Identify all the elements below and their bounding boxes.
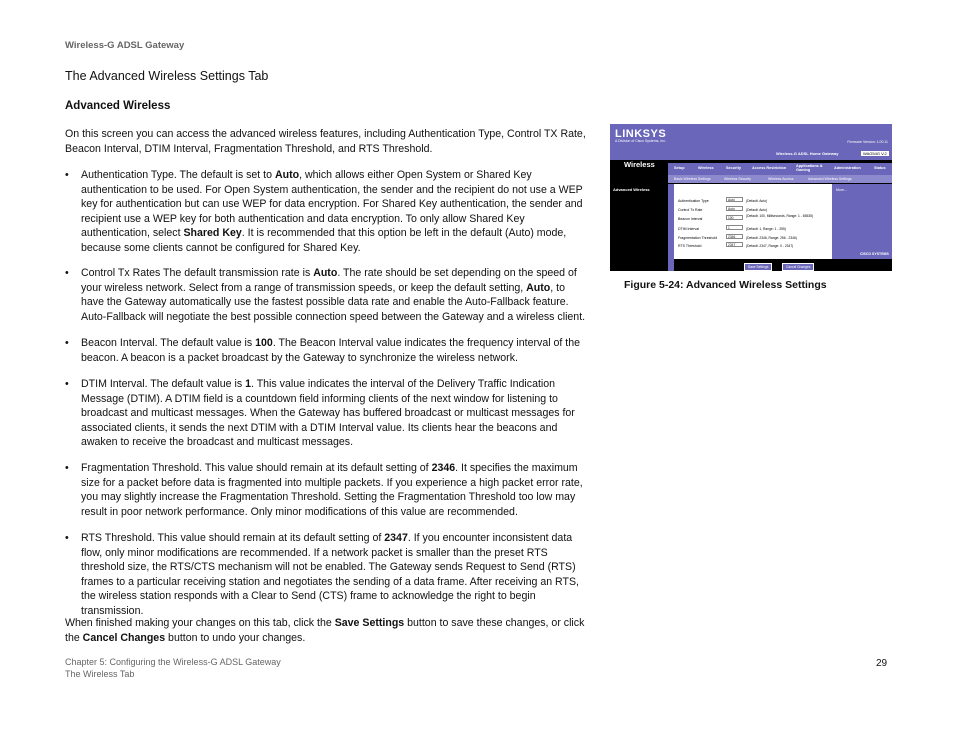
- dtim-interval-input[interactable]: 1: [726, 225, 743, 230]
- footer-section: The Wireless Tab: [65, 669, 135, 679]
- bullet-marker: •: [65, 337, 69, 349]
- model-number: WAG54G V.2: [863, 151, 887, 156]
- firmware-version: Firmware Version: 1.00.11: [847, 140, 888, 144]
- bullet-marker: •: [65, 267, 69, 279]
- intro-paragraph: On this screen you can access the advanced wireless features, including Authentication Type, Control TX Rate, Beacon Interval, DTIM Interval, Fragmentation Threshold, and RTS Threshold.: [65, 128, 586, 155]
- subtab-wireless-security[interactable]: Wireless Security: [724, 177, 752, 181]
- authentication-type-select[interactable]: Auto: [726, 197, 743, 202]
- control-tx-rate-select[interactable]: Auto: [726, 206, 743, 211]
- fragmentation-threshold-input[interactable]: 2346: [726, 234, 743, 239]
- bullet-marker: •: [65, 532, 69, 544]
- subtab-wireless-access[interactable]: Wireless Access: [768, 177, 794, 181]
- row-label: Control Tx Rate: [678, 208, 703, 212]
- bullet-control-tx-rates: • Control Tx Rates The default transmission rate is Auto. The rate should be set depending on the speed of your wireless network. Select from a range of transmission speeds, or keep the default setting, Auto, to have the Gateway automatically use the fastest possible data rate and enable the Auto-Fallback feature. Auto-Fallback will negotiate the best possible connection speed between the Gateway and a wireless client.: [65, 267, 586, 323]
- save-settings-button[interactable]: Save Settings: [744, 263, 772, 271]
- tab-status[interactable]: Status: [874, 166, 886, 170]
- closing-paragraph: When finished making your changes on this tab, click the Save Settings button to save these changes, or click the Cancel Changes button to undo your changes.: [65, 617, 585, 644]
- bullet-marker: •: [65, 169, 69, 181]
- tab-access-restriction[interactable]: Access Restriction: [752, 166, 787, 170]
- beacon-interval-input[interactable]: 100: [726, 215, 743, 220]
- logo-subtitle: A Division of Cisco Systems, Inc.: [615, 139, 666, 143]
- tab-applications-gaming[interactable]: Applications & Gaming: [796, 164, 823, 172]
- section-label: Wireless: [624, 160, 655, 169]
- row-note: (Default: 2347, Range: 0 - 2347): [746, 244, 794, 248]
- product-name: Wireless-G ADSL Home Gateway: [776, 151, 839, 156]
- subtab-advanced-wireless[interactable]: Advanced Wireless Settings: [808, 177, 852, 181]
- rts-threshold-input[interactable]: 2347: [726, 242, 743, 247]
- running-header: Wireless-G ADSL Gateway: [65, 40, 185, 51]
- cancel-changes-button[interactable]: Cancel Changes: [782, 263, 814, 271]
- bullet-beacon-interval: • Beacon Interval. The default value is 100. The Beacon Interval value indicates the frequency interval of the beacon. A beacon is a packet broadcast by the Gateway to synchronize the wireless network.: [65, 337, 581, 364]
- figure-caption: Figure 5-24: Advanced Wireless Settings: [624, 279, 827, 291]
- help-panel: [832, 184, 892, 259]
- bullet-fragmentation-threshold: • Fragmentation Threshold. This value should remain at its default setting of 2346. It specifies the maximum size for a packet before data is fragmented into multiple packets. If you experience a high packet error rate, you may slightly increase the Fragmentation Threshold. Setting the Fragmentation Threshold too low may result in poor network performance. Only minor modifications of this value are recommended.: [65, 462, 583, 518]
- bullet-rts-threshold: • RTS Threshold. This value should remain at its default setting of 2347. If you encounter inconsistent data flow, only minor modifications are recommended. If a network packet is smaller than the preset RTS threshold size, the RTS/CTS mechanism will not be enabled. The Gateway sends Request to Send (RTS) frames to a particular receiving station and negotiates the sending of a data frame. After receiving an RTS, the wireless station responds with a Clear to Send (CTS) frame to acknowledge the right to begin transmission.: [65, 532, 579, 617]
- subsection-title: Advanced Wireless: [65, 100, 171, 112]
- help-more-link[interactable]: More...: [836, 188, 847, 192]
- advanced-wireless-screenshot: [610, 124, 892, 271]
- page-number: 29: [876, 658, 888, 669]
- cisco-logo: CISCO SYSTEMS: [860, 252, 889, 256]
- bullet-marker: •: [65, 462, 69, 474]
- row-note: (Default: Auto): [746, 208, 768, 212]
- main-tabs: [668, 163, 892, 175]
- linksys-logo: LINKSYS: [615, 128, 667, 140]
- bullet-dtim-interval: • DTIM Interval. The default value is 1. This value indicates the interval of the Delivery Traffic Indication Message (DTIM). A DTIM field is a countdown field informing clients of the next window for listening to broadcast and multicast messages. When the Gateway has buffered broadcast or multicast messages for associated clients, it sends the next DTIM with a DTIM Interval value. Its clients hear the beacons and awaken to receive the broadcast and multicast messages.: [65, 378, 575, 449]
- tab-wireless[interactable]: Wireless: [698, 166, 714, 170]
- row-label: Beacon Interval: [678, 217, 703, 221]
- row-label: RTS Threshold: [678, 244, 702, 248]
- tab-security[interactable]: Security: [726, 166, 741, 170]
- footer-chapter: Chapter 5: Configuring the Wireless-G ADSL Gateway: [65, 657, 281, 667]
- tab-administration[interactable]: Administration: [834, 166, 861, 170]
- row-label: DTIM Interval: [678, 227, 700, 231]
- bullet-authentication-type: • Authentication Type. The default is set to Auto, which allows either Open System or Shared Key authentication to be used. For Open System authentication, the sender and the recipient do not use a WEP key for authentication but can use WEP for data encryption. For Shared Key authentication, the sender and recipient use a WEP key for both authentication and data encryption. To only allow Shared Key authentication, select Shared Key. It is recommended that this option be left in the default (Auto) mode, because some clients cannot be configured for Shared Key.: [65, 169, 583, 254]
- left-panel: [610, 184, 668, 271]
- subtab-basic-wireless[interactable]: Basic Wireless Settings: [674, 177, 711, 181]
- tab-setup[interactable]: Setup: [674, 166, 685, 170]
- row-label: Fragmentation Threshold: [678, 236, 718, 240]
- section-title: The Advanced Wireless Settings Tab: [65, 69, 269, 83]
- left-panel-title: Advanced Wireless: [613, 187, 650, 192]
- row-note: (Default: 100, Milliseconds, Range: 1 - 65535): [746, 214, 814, 218]
- row-label: Authentication Type: [678, 199, 709, 203]
- row-note: (Default: Auto): [746, 199, 768, 203]
- sub-tabs: [668, 175, 892, 183]
- bullet-marker: •: [65, 378, 69, 390]
- row-note: (Default: 2346, Range: 256 - 2346): [746, 236, 797, 240]
- row-note: (Default: 1, Range: 1 - 255): [746, 227, 786, 231]
